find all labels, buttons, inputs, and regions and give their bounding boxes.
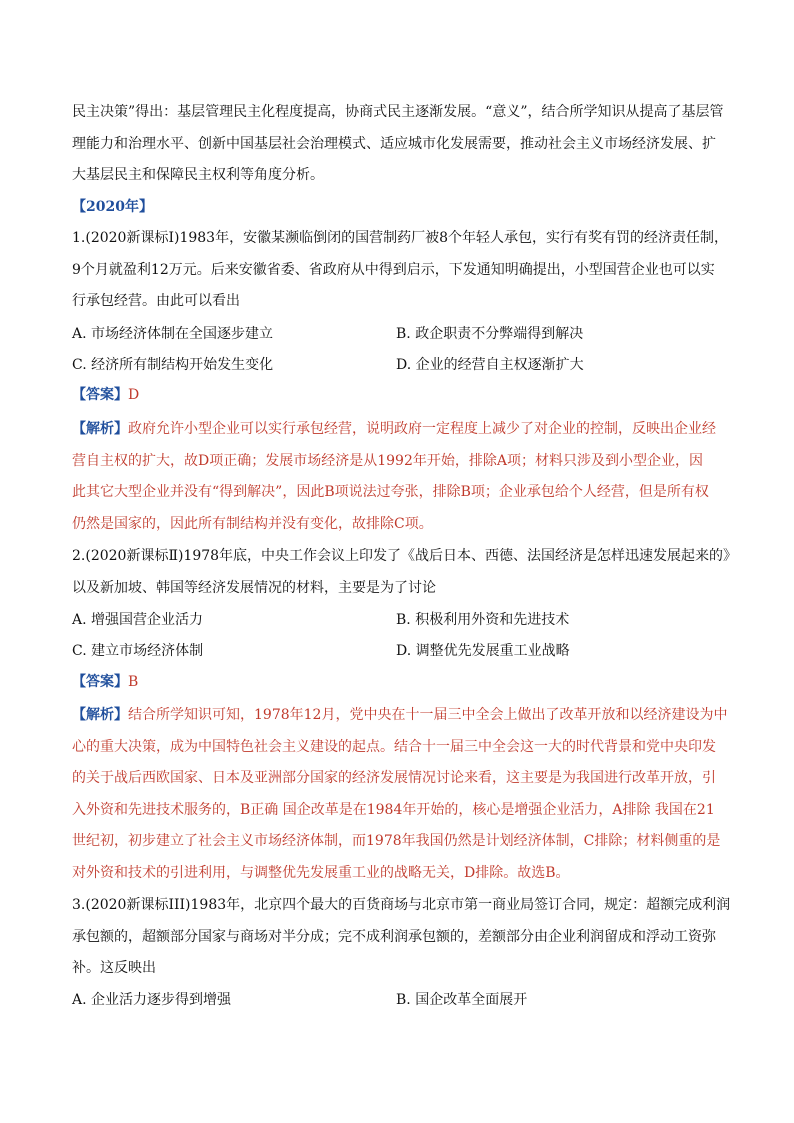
intro-paragraph: [72, 97, 724, 192]
analysis-line: 的关于战后西欧国家、日本及亚洲部分国家的经济发展情况讨论来看，这主要是为我国进行改革开放，引: [72, 770, 716, 786]
question-3-stem: [72, 890, 731, 985]
analysis-label: 【解析】: [72, 421, 128, 437]
q2-analysis: [72, 700, 728, 889]
q1-option-a: A. 市场经济体制在全国逐步建立: [72, 326, 274, 342]
question-line: 2.(2020新课标Ⅱ)1978年底，中央工作会议上印发了《战后日本、西德、法国经济是怎样迅速发展起来的》: [72, 548, 738, 564]
intro-line: 民主决策”得出：基层管理民主化程度提高，协商式民主逐渐发展。“意义”，结合所学知识从提高了基层管: [72, 104, 724, 120]
analysis-line: 心的重大决策，成为中国特色社会主义建设的起点。结合十一届三中全会这一大的时代背景和党中央印发: [72, 738, 716, 755]
question-line: 承包额的，超额部分国家与商场对半分成；完不成利润承包额的，差额部分由企业利润留成和浮动工资弥: [72, 928, 716, 945]
answer-value: D: [128, 387, 140, 403]
q1-answer: [72, 380, 724, 412]
answer-label: 【答案】: [72, 674, 128, 690]
q2-option-d: D. 调整优先发展重工业战略: [396, 643, 570, 659]
q2-option-a: A. 增强国营企业活力: [72, 612, 204, 628]
q2-option-c: C. 建立市场经济体制: [72, 643, 204, 659]
intro-line: 大基层民主和保障民主权利等角度分析。: [72, 167, 324, 183]
q1-option-b: B. 政企职责不分弊端得到解决: [396, 326, 584, 342]
question-1-stem: [72, 223, 728, 318]
q1-option-d: D. 企业的经营自主权逐渐扩大: [396, 357, 584, 373]
analysis-line: 世纪初，初步建立了社会主义市场经济体制，而1978年我国仍然是计划经济体制，C排除；材料侧重的是: [72, 833, 721, 849]
analysis-line: 结合所学知识可知，1978年12月，党中央在十一届三中全会上做出了改革开放和以经济建设为中: [128, 707, 728, 723]
q3-option-b: B. 国企改革全面展开: [396, 992, 528, 1008]
question-line: 行承包经营。由此可以看出: [72, 293, 240, 309]
analysis-line: 仍然是国家的，因此所有制结构并没有变化，故排除C项。: [72, 515, 433, 532]
question-line: 以及新加坡、韩国等经济发展情况的材料，主要是为了讨论: [72, 579, 436, 596]
analysis-label: 【解析】: [72, 707, 128, 723]
analysis-line: 此其它大型企业并没有“得到解决”，因此B项说法过夸张，排除B项；企业承包给个人经营，但是所有权: [72, 484, 709, 500]
q1-option-c: C. 经济所有制结构开始发生变化: [72, 357, 274, 373]
analysis-line: 对外资和技术的引进利用，与调整优先发展重工业的战略无关，D排除。故选B。: [72, 864, 570, 881]
question-line: 3.(2020新课标III)1983年，北京四个最大的百货商场与北京市第一商业局签订合同，规定：超额完成利润: [72, 897, 731, 913]
question-line: 1.(2020新课标I)1983年，安徽某濒临倒闭的国营制药厂被8个年轻人承包，实行有奖有罚的经济责任制，: [72, 230, 728, 246]
answer-value: B: [128, 674, 139, 690]
q1-analysis: [72, 414, 724, 540]
analysis-line: 营自主权的扩大，故D项正确；发展市场经济是从1992年开始，排除A项；材料只涉及到小型企业，因: [72, 452, 703, 469]
q3-option-a: A. 企业活力逐步得到增强: [72, 992, 232, 1008]
intro-line: 理能力和治理水平、创新中国基层社会治理模式、适应城市化发展需要，推动社会主义市场经济发展、扩: [72, 135, 716, 152]
q2-option-b: B. 积极利用外资和先进技术: [396, 612, 570, 628]
year-header: 【2020年】: [72, 199, 153, 215]
question-2-stem: [72, 541, 738, 604]
q2-answer: [72, 667, 724, 699]
answer-label: 【答案】: [72, 387, 128, 403]
analysis-line: 政府允许小型企业可以实行承包经营，说明政府一定程度上减少了对企业的控制，反映出企业经: [128, 421, 716, 437]
analysis-line: 入外资和先进技术服务的，B正确 国企改革是在1984年开始的，核心是增强企业活力，A排除 我国在21: [72, 801, 715, 818]
question-line: 补。这反映出: [72, 960, 156, 976]
question-line: 9个月就盈利12万元。后来安徽省委、省政府从中得到启示，下发通知明确提出，小型国营企业也可以实: [72, 261, 715, 278]
